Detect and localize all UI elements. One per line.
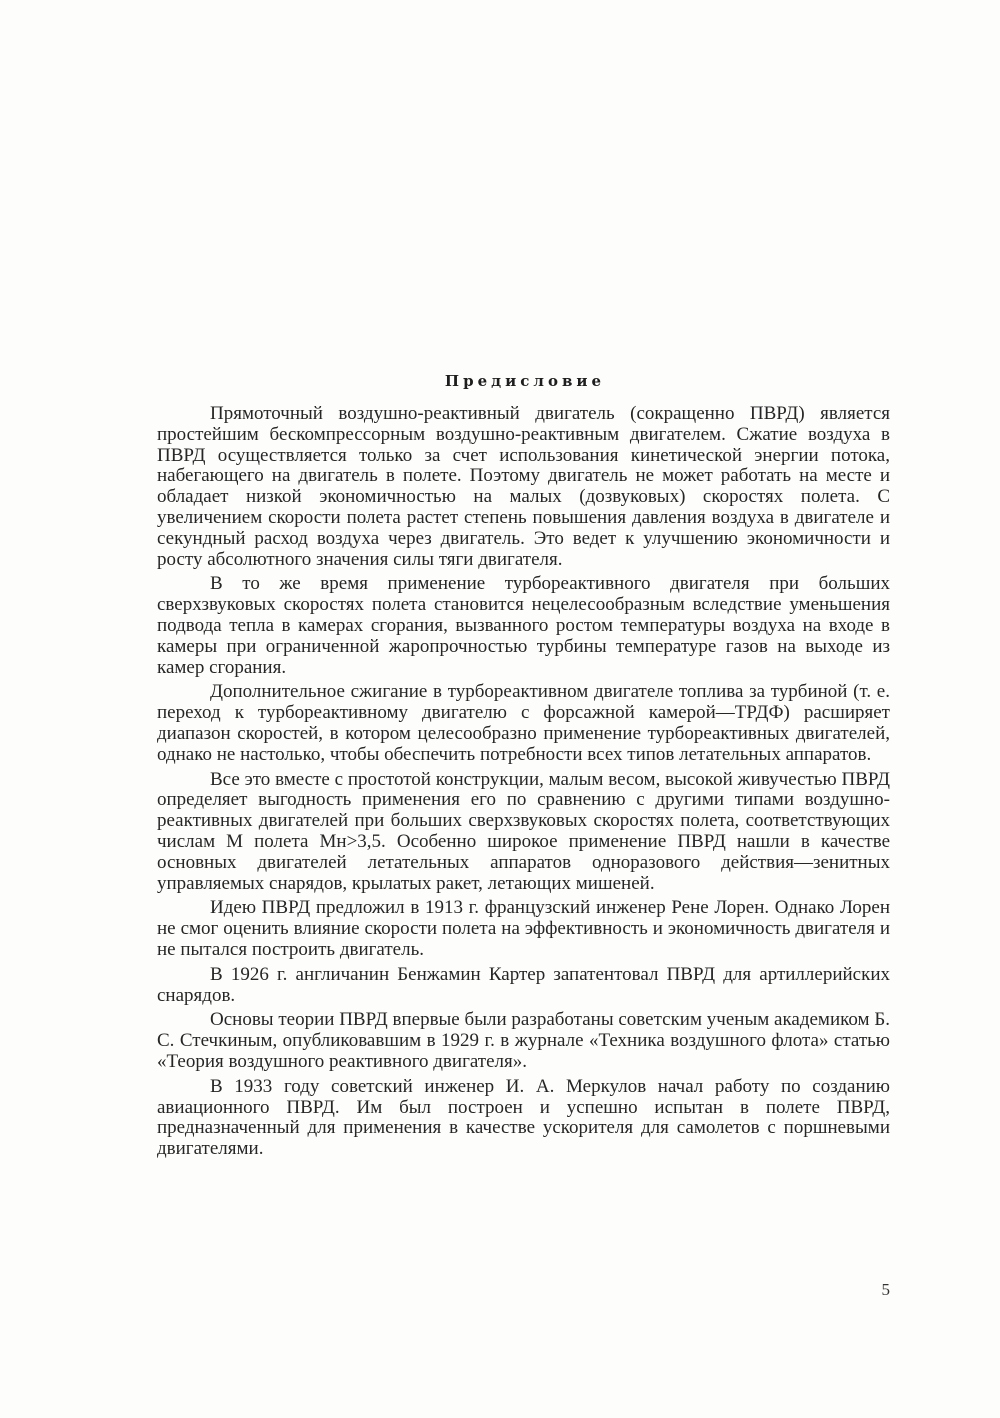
paragraph: Основы теории ПВРД впервые были разработаны советским ученым академиком Б. С. Стечкиным, опубликовавшим в 1929 г. в журнале «Техника воздушного флота» статью «Теория воздушного реактивного двигателя». — [157, 1009, 890, 1072]
paragraph: Дополнительное сжигание в турбореактивном двигателе топлива за турбиной (т. е. переход к турбореактивному двигателю с форсажной камерой—ТРДФ) расширяет диапазон скоростей, в котором целесообразно применение турбореактивных двигателей, однако не настолько, чтобы обеспечить потребности всех типов летательных аппаратов. — [157, 681, 890, 765]
paragraph: Прямоточный воздушно-реактивный двигатель (сокращенно ПВРД) является простейшим бескомпрессорным воздушно-реактивным двигателем. Сжатие воздуха в ПВРД осуществляется только за счет использования кинетической энергии потока, набегающего на двигатель в полете. Поэтому двигатель не может работать на месте и обладает низкой экономичностью на малых (дозвуковых) скоростях полета. С увеличением скорости полета растет степень повышения давления воздуха в двигателе и секундный расход воздуха через двигатель. Это ведет к улучшению экономичности и росту абсолютного значения силы тяги двигателя. — [157, 403, 890, 570]
body-text — [157, 404, 890, 1164]
page-heading: Предисловие — [444, 372, 606, 390]
paragraph: Все это вместе с простотой конструкции, малым весом, высокой живучестью ПВРД определяет выгодность применения его по сравнению с другими типами воздушно-реактивных двигателей при больших сверхзвуковых скоростях полета, соответствующих числам М полета Мн>3,5. Особенно широкое применение ПВРД нашли в качестве основных двигателей летательных аппаратов одноразового действия—зенитных управляемых снарядов, крылатых ракет, летающих мишеней. — [157, 768, 890, 894]
paragraph: Идею ПВРД предложил в 1913 г. французский инженер Рене Лорен. Однако Лорен не смог оценить влияние скорости полета на эффективность и экономичность двигателя и не пытался построить двигатель. — [157, 897, 890, 960]
paragraph: В то же время применение турбореактивного двигателя при больших сверхзвуковых скоростях полета становится нецелесообразным вследствие уменьшения подвода тепла в камерах сгорания, вызванного ростом температуры воздуха на входе в камеры при ограниченной жаропрочностью турбины температуре газов на выходе из камер сгорания. — [157, 573, 890, 678]
paragraph: В 1926 г. англичанин Бенжамин Картер запатентовал ПВРД для артиллерийских снарядов. — [157, 963, 890, 1006]
paragraph: В 1933 году советский инженер И. А. Меркулов начал работу по созданию авиационного ПВРД. Им был построен и успешно испытан в полете ПВРД, предназначенный для применения в качестве ускорителя для самолетов с поршневыми двигателями. — [157, 1075, 890, 1160]
page-number: 5 — [881, 1280, 890, 1299]
